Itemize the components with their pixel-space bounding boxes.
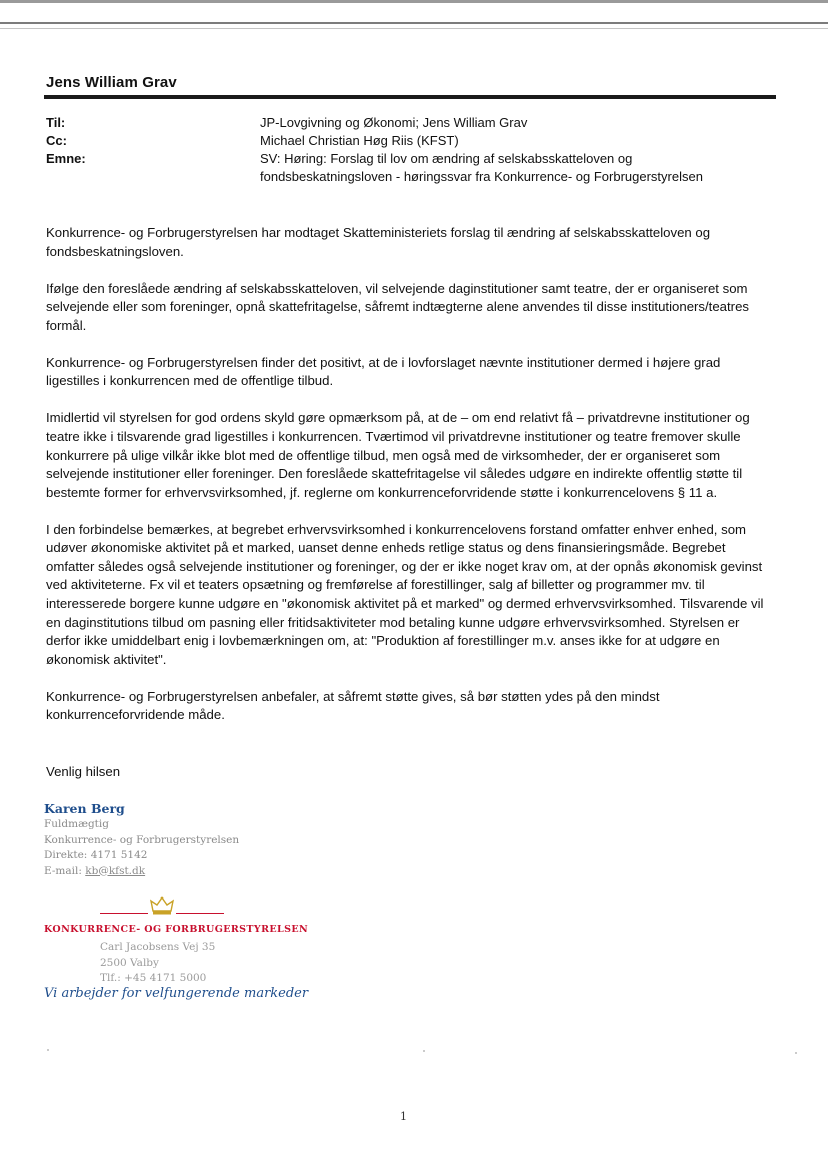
- header-label: Cc:: [46, 133, 67, 148]
- scan-top-rule: [0, 22, 828, 24]
- email-body: [46, 224, 774, 743]
- header-divider: [44, 95, 776, 99]
- closing-greeting: Venlig hilsen: [46, 764, 121, 779]
- tagline: Vi arbejder for velfungerende markeder: [44, 986, 309, 1001]
- address-street: Carl Jacobsens Vej 35: [100, 941, 216, 953]
- body-paragraph: I den forbindelse bemærkes, at begrebet erhvervsvirksomhed i konkurrencelovens forstand omfatter enhver enhed, som udøver økonomiske aktivitet på et marked, uanset denne enheds retlige status og dens finansieringsmåde. Begrebet omfatter således også selvejende institutioner og foreninger, og der er ikke noget krav om, at der opnås økonomisk gevinst ved aktiviteterne. Fx vil et teaters opsætning og fremførelse af forestillinger, salg af billetter og programmer mv. til interesserede borgere kunne udgøre en "økonomisk aktivitet på et marked" og dermed erhvervsvirksomhed. Tilsvarende vil en daginstitutions tilbud om pasning eller fritidsaktiviteter mod betaling kunne udgøre erhvervsvirksomhed. Styrelsen er derfor ikke umiddelbart enig i lovbemærkningen om, at: "Produktion af forestillinger m.v. anses ikke for at udgøre en økonomisk aktivitet".: [46, 521, 764, 667]
- body-paragraph: Konkurrence- og Forbrugerstyrelsen har modtaget Skatteministeriets forslag til ændring af selskabsskatteloven og fondsbeskatningsloven.: [46, 225, 711, 259]
- header-value: Michael Christian Høg Riis (KFST): [260, 133, 459, 148]
- signature-block: [44, 800, 239, 879]
- sender-name: Jens William Grav: [46, 74, 177, 91]
- header-to: [46, 114, 766, 132]
- address-block: [100, 940, 215, 987]
- body-paragraph: Konkurrence- og Forbrugerstyrelsen anbefaler, at såfremt støtte gives, så bør støtten ydes på den mindst konkurrenceforvridende måde.: [46, 688, 660, 723]
- header-label: Til:: [46, 115, 66, 130]
- email-headers: [46, 114, 766, 186]
- body-paragraph: Konkurrence- og Forbrugerstyrelsen finder det positivt, at de i lovforslaget nævnte institutioner dermed i højere grad ligestilles i konkurrencen med de offentlige tilbud.: [46, 354, 721, 389]
- direct-phone: 4171 5142: [90, 849, 148, 861]
- body-paragraph: Imidlertid vil styrelsen for god ordens skyld gøre opmærksom på, at de – om end relativt få – privatdrevne institutioner og teatre ikke i tilsvarende grad ligestilles i konkurrencen. Tværtimod vil privatdrevne institutioner og teatre fremover skulle konkurrere på ulige vilkår ikke blot med de offentlige tilbud, men også med de virksomheder, der er organiseret som selvejende institutioner eller foreninger. Den foreslåede skattefritagelse vil således udgøre en indirekte offentlig støtte til bestemte former for erhvervsvirksomhed, jf. reglerne om konkurrenceforvridende støtte i konkurrencelovens § 11 a.: [46, 410, 750, 500]
- scan-speck: [47, 1049, 49, 1051]
- scan-speck: [423, 1050, 425, 1052]
- signature-title: Fuldmægtig: [44, 818, 109, 830]
- header-cc: [46, 132, 766, 150]
- email-label: E-mail:: [44, 864, 82, 877]
- body-paragraph: Ifølge den foreslåede ændring af selskabsskatteloven, vil selvejende daginstitutioner samt teatre, der er organiseret som selvejende eller som foreninger, opnå skattefritagelse, såfremt indtægterne alene anvendes til disse institutioners/teatres formål.: [46, 280, 749, 333]
- email-link[interactable]: kb@kfst.dk: [85, 864, 146, 877]
- scan-top-border: [0, 0, 828, 3]
- crown-icon: [150, 896, 174, 916]
- signature-direct: [44, 848, 239, 864]
- scan-top-rule-thin: [0, 28, 828, 29]
- address-city: 2500 Valby: [100, 956, 159, 969]
- header-subject: [46, 150, 766, 186]
- direct-label: Direkte:: [44, 849, 88, 861]
- signature-name: Karen Berg: [44, 801, 125, 816]
- page-number: 1: [400, 1110, 407, 1123]
- signature-email: [44, 864, 239, 880]
- header-label: Emne:: [46, 151, 86, 166]
- header-value: SV: Høring: Forslag til lov om ændring af selskabsskatteloven og fondsbeskatningsloven - høringssvar fra Konkurrence- og Forbrugerstyrelsen: [260, 151, 703, 184]
- address-phone: Tlf.: +45 4171 5000: [100, 972, 207, 984]
- signature-org: Konkurrence- og Forbrugerstyrelsen: [44, 833, 240, 846]
- logo-wordmark: KONKURRENCE- OG FORBRUGERSTYRELSEN: [44, 924, 309, 935]
- scan-speck: [795, 1052, 797, 1054]
- logo-rule-right: [176, 913, 224, 914]
- header-value: JP-Lovgivning og Økonomi; Jens William Grav: [260, 115, 528, 130]
- logo-rule-left: [100, 913, 148, 914]
